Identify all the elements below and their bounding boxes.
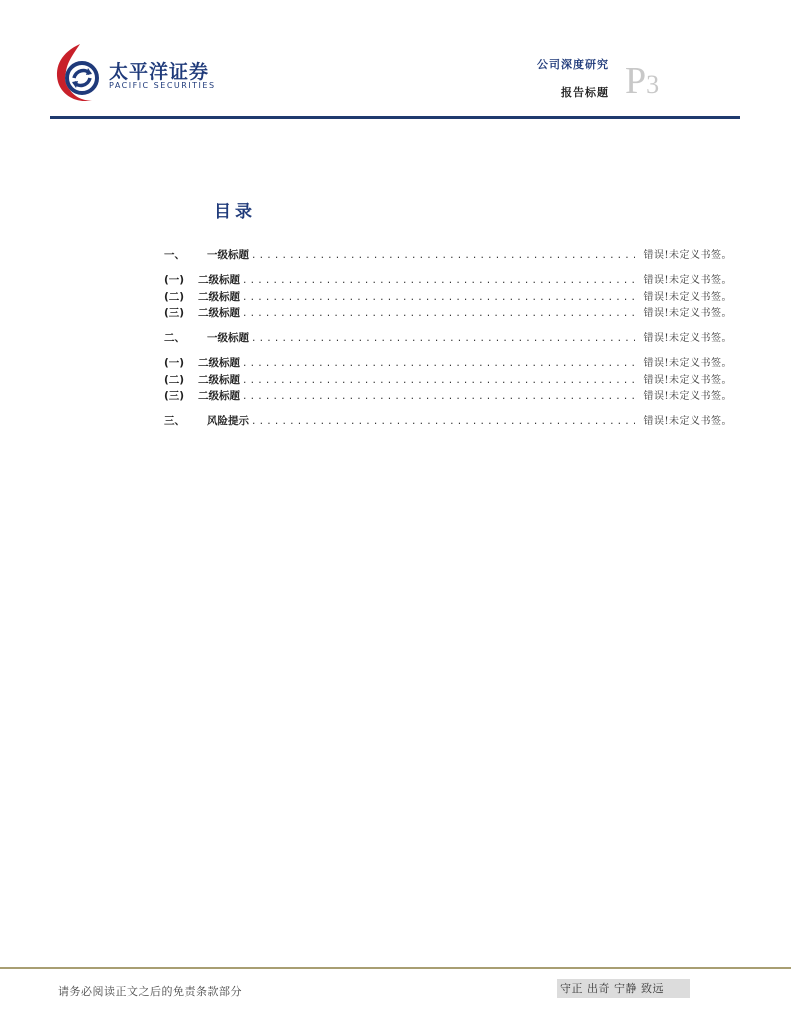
toc-entry-title: 二级标题 [198, 374, 240, 386]
toc-entry-number: 一、 [164, 249, 185, 261]
toc-entry[interactable] [164, 331, 732, 345]
toc-entry[interactable] [164, 306, 732, 320]
toc-entry-number: 三、 [164, 415, 185, 427]
toc-entry-number: 二、 [164, 332, 185, 344]
toc-leader-dots [242, 307, 635, 321]
toc-leader-dots [242, 291, 635, 305]
toc-entry-title: 二级标题 [198, 307, 240, 319]
toc-entry-page: 错误!未定义书签。 [643, 250, 732, 261]
toc-entry-page: 错误!未定义书签。 [643, 333, 732, 344]
toc-entry[interactable] [164, 414, 732, 428]
toc-entry-title: 一级标题 [207, 249, 249, 261]
report-title: 报告标题 [561, 86, 609, 99]
page-letter: P [625, 60, 647, 102]
toc-entry[interactable] [164, 273, 732, 287]
page-number: 3 [646, 70, 660, 99]
toc-entry-title: 一级标题 [207, 332, 249, 344]
toc-entry-number: (三) [164, 390, 185, 402]
footer-disclaimer: 请务必阅读正文之后的免责条款部分 [58, 985, 242, 998]
toc-entry-title: 风险提示 [207, 415, 249, 427]
toc-entry-page: 错误!未定义书签。 [643, 308, 732, 319]
toc-leader-dots [251, 249, 635, 263]
toc-entry-page: 错误!未定义书签。 [643, 358, 732, 369]
toc-leader-dots [251, 332, 635, 346]
toc-leader-dots [242, 274, 635, 288]
toc-entry-number: (二) [164, 291, 185, 303]
toc-entry-page: 错误!未定义书签。 [643, 375, 732, 386]
toc-leader-dots [242, 357, 635, 371]
logo-english-name: PACIFIC SECURITIES [109, 81, 216, 90]
toc-entry[interactable] [164, 389, 732, 403]
toc-entry-page: 错误!未定义书签。 [643, 292, 732, 303]
toc-heading: 目录 [214, 202, 256, 222]
toc-leader-dots [242, 390, 635, 404]
toc-entry[interactable] [164, 290, 732, 304]
logo-emblem-icon [52, 42, 108, 106]
toc-entry-number: (一) [164, 357, 185, 369]
footer-divider [0, 967, 791, 969]
toc-entry-title: 二级标题 [198, 291, 240, 303]
toc-leader-dots [242, 374, 635, 388]
page-number-mark [625, 62, 659, 100]
toc-entry-title: 二级标题 [198, 274, 240, 286]
toc-entry[interactable] [164, 373, 732, 387]
header-divider [50, 116, 740, 119]
toc-entry-page: 错误!未定义书签。 [643, 275, 732, 286]
company-logo [52, 42, 222, 106]
toc-leader-dots [251, 415, 635, 429]
toc-entry-page: 错误!未定义书签。 [643, 416, 732, 427]
toc-entry[interactable] [164, 356, 732, 370]
report-type: 公司深度研究 [537, 58, 609, 71]
footer-motto: 守正 出奇 宁静 致远 [557, 979, 690, 998]
toc-entry-page: 错误!未定义书签。 [643, 391, 732, 402]
toc-entry-number: (一) [164, 274, 185, 286]
toc-entry-number: (二) [164, 374, 185, 386]
logo-chinese-name: 太平洋证券 [109, 61, 210, 83]
toc-entry-title: 二级标题 [198, 390, 240, 402]
toc-entry[interactable] [164, 248, 732, 262]
toc-entry-title: 二级标题 [198, 357, 240, 369]
toc-entry-number: (三) [164, 307, 185, 319]
